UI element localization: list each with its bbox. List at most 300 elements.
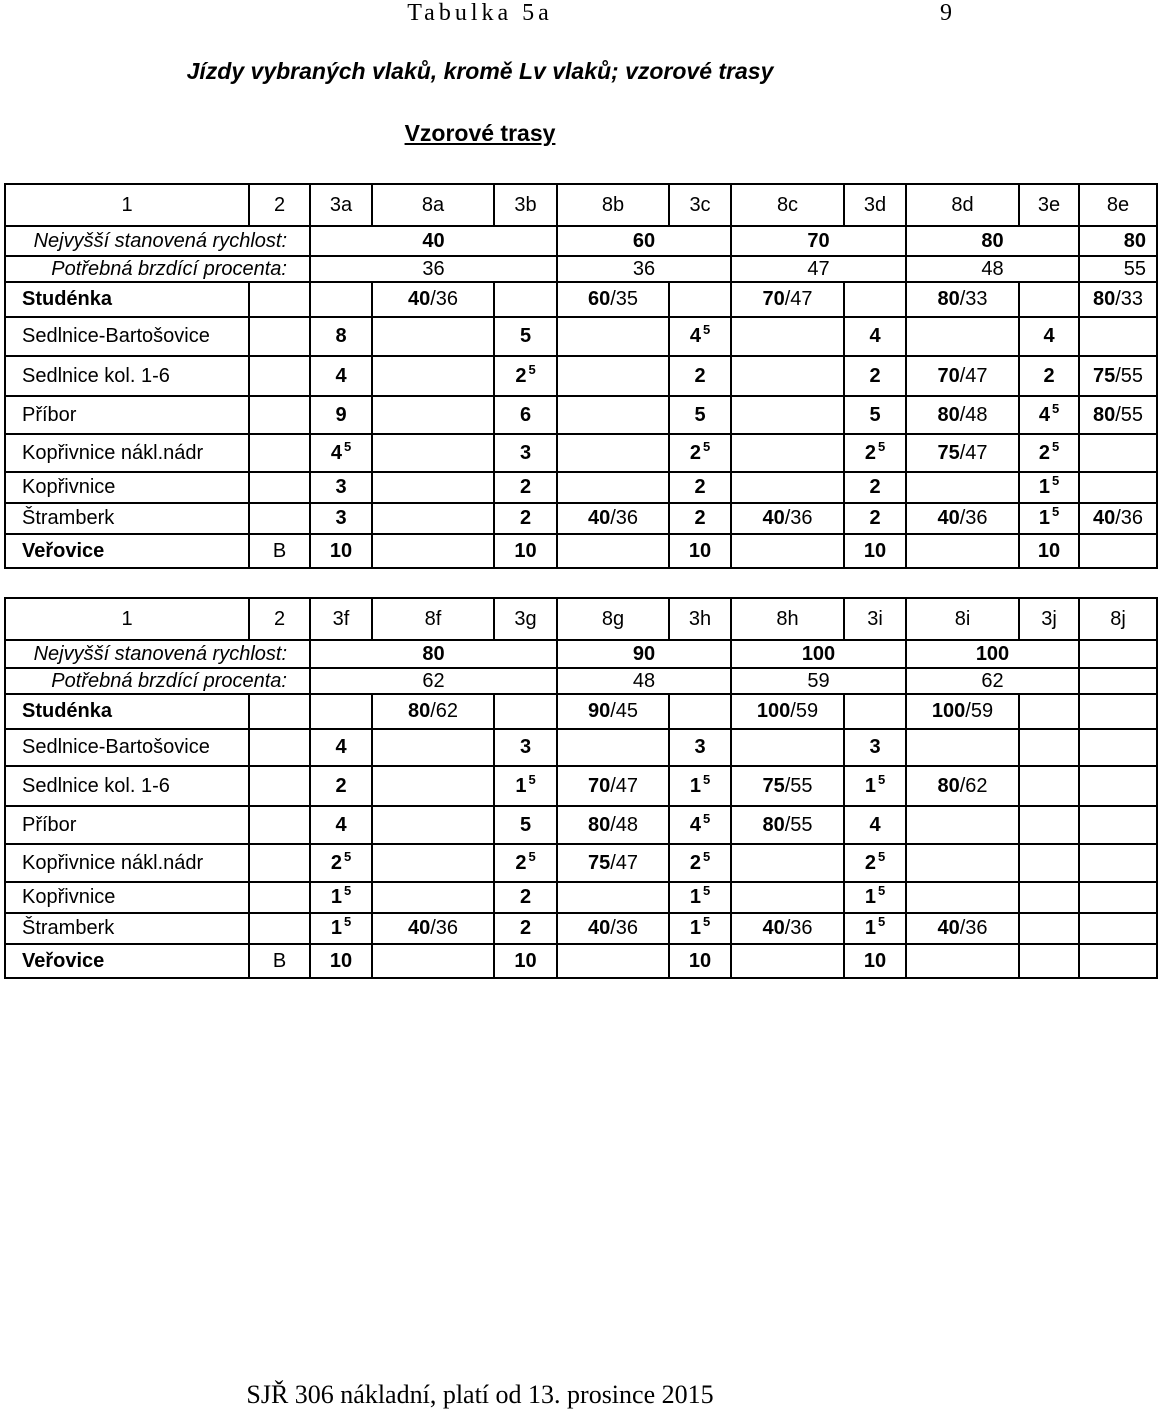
time-cell <box>844 766 906 806</box>
time-cell: 3 <box>669 729 731 766</box>
empty-cell <box>906 806 1019 844</box>
time-value: 1 <box>689 886 701 908</box>
speed-brake-cell <box>906 396 1019 434</box>
time-value: 4 <box>330 441 342 464</box>
speed-brake-value: 40/36 <box>762 507 813 529</box>
brake-value: 62 <box>310 668 557 694</box>
header-cell: 8e <box>1079 184 1157 226</box>
empty-cell <box>372 882 494 913</box>
time-fraction: 5 <box>702 771 711 787</box>
header-cell: 3d <box>844 184 906 226</box>
speed-brake-value: 75/47 <box>937 441 988 464</box>
time-value: 4 <box>689 813 701 836</box>
time-cell: 2 <box>310 766 372 806</box>
empty-cell <box>731 729 844 766</box>
empty-cell <box>372 729 494 766</box>
header-cell: 3c <box>669 184 731 226</box>
header-cell: 1 <box>5 184 249 226</box>
speed-brake-value: 70/47 <box>587 774 639 797</box>
page-title: Jízdy vybraných vlaků, kromě Lv vlaků; vzorové trasy <box>186 58 774 84</box>
empty-cell <box>731 844 844 882</box>
speed-brake-cell <box>372 282 494 317</box>
time-value: 2 <box>1038 441 1050 464</box>
studenka-8g: 90/45 <box>587 700 639 722</box>
brake-value: 55 <box>1079 256 1157 282</box>
empty-cell <box>372 434 494 472</box>
station-row-sedlnice-bartosovice <box>5 317 1157 356</box>
time-fraction: 5 <box>702 438 711 454</box>
empty-cell <box>249 806 310 844</box>
time-fraction: 5 <box>702 883 711 898</box>
speed-brake-value: 70/47 <box>937 364 988 387</box>
time-cell: 4 <box>844 317 906 356</box>
empty-cell <box>557 944 669 978</box>
empty-cell <box>310 694 372 729</box>
empty-cell <box>494 694 557 729</box>
station-row-sedlnice-bartosovice <box>5 729 1157 766</box>
speed-brake-cell <box>906 913 1019 944</box>
station-name: Štramberk <box>5 503 249 534</box>
speed-brake-value: 40/36 <box>1092 507 1144 529</box>
speed-brake-cell <box>906 282 1019 317</box>
header-cell: 8h <box>731 598 844 640</box>
speed-brake-cell <box>1079 396 1157 434</box>
empty-cell <box>557 472 669 503</box>
speed-value: 90 <box>557 640 731 668</box>
time-value: 1 <box>864 917 876 939</box>
time-cell: 10 <box>310 944 372 978</box>
timetable-1 <box>4 183 1158 569</box>
time-fraction: 5 <box>702 810 711 826</box>
time-cell <box>494 844 557 882</box>
speed-brake-value: 40/36 <box>587 507 639 529</box>
speed-brake-cell <box>731 806 844 844</box>
studenka-8b: 60/35 <box>587 288 639 310</box>
header-row <box>5 184 1157 226</box>
time-cell: 5 <box>844 396 906 434</box>
time-fraction: 5 <box>877 914 886 929</box>
empty-cell <box>731 534 844 568</box>
header-cell: 3g <box>494 598 557 640</box>
speed-brake-cell <box>906 766 1019 806</box>
studenka-8h: 100/59 <box>756 700 819 722</box>
station-name: Kopřivnice <box>5 882 249 913</box>
empty-cell <box>1019 944 1079 978</box>
time-cell <box>310 913 372 944</box>
studenka-8f: 80/62 <box>407 700 459 722</box>
time-fraction: 5 <box>877 771 886 787</box>
empty-cell <box>844 282 906 317</box>
time-cell: 4 <box>310 356 372 396</box>
speed-brake-value: 80/62 <box>937 774 988 797</box>
speed-brake-cell <box>372 913 494 944</box>
speed-brake-cell <box>731 694 844 729</box>
empty-cell <box>372 356 494 396</box>
speed-value: 80 <box>1079 226 1157 256</box>
speed-brake-cell <box>372 694 494 729</box>
empty-cell <box>1079 729 1157 766</box>
time-fraction: 5 <box>1051 473 1060 488</box>
speed-brake-cell <box>557 282 669 317</box>
time-value: 1 <box>1038 507 1050 529</box>
empty-cell <box>1079 913 1157 944</box>
speed-brake-cell <box>731 282 844 317</box>
time-cell <box>844 913 906 944</box>
station-name: Štramberk <box>5 913 249 944</box>
station-row-pribor <box>5 806 1157 844</box>
empty-cell <box>372 844 494 882</box>
empty-cell <box>249 694 310 729</box>
empty-cell <box>1079 806 1157 844</box>
speed-brake-cell <box>557 503 669 534</box>
empty-cell <box>249 472 310 503</box>
empty-cell <box>372 396 494 434</box>
station-name: Příbor <box>5 396 249 434</box>
time-fraction: 5 <box>343 848 352 864</box>
time-value: 2 <box>515 851 527 874</box>
empty-cell <box>249 356 310 396</box>
speed-brake-value: 80/55 <box>1092 403 1144 426</box>
time-fraction: 5 <box>877 438 886 454</box>
empty-cell <box>249 282 310 317</box>
time-value: 1 <box>864 886 876 908</box>
time-value: 4 <box>689 325 701 347</box>
empty-cell <box>669 282 731 317</box>
time-value: 1 <box>864 774 876 797</box>
studenka-8c: 70/47 <box>762 288 813 310</box>
time-cell: 3 <box>844 729 906 766</box>
station-row-stramberk <box>5 503 1157 534</box>
speed-brake-value: 40/36 <box>937 507 988 529</box>
empty-cell <box>731 944 844 978</box>
time-cell <box>669 882 731 913</box>
time-cell: 3 <box>494 434 557 472</box>
speed-brake-cell <box>731 913 844 944</box>
empty-cell <box>1079 317 1157 356</box>
empty-cell <box>1019 694 1079 729</box>
speed-brake-cell <box>557 766 669 806</box>
timetable-2 <box>4 597 1158 979</box>
speed-brake-value: 75/55 <box>762 774 813 797</box>
empty-cell <box>906 944 1019 978</box>
station-name: Studénka <box>5 694 249 729</box>
station-row-sedlnice-kol <box>5 766 1157 806</box>
empty-cell <box>731 882 844 913</box>
time-cell <box>1019 396 1079 434</box>
empty-cell <box>669 694 731 729</box>
empty-cell <box>906 729 1019 766</box>
empty-cell <box>557 882 669 913</box>
header-cell: 2 <box>249 184 310 226</box>
station-name: Sedlnice kol. 1-6 <box>5 766 249 806</box>
brake-value: 36 <box>310 256 557 282</box>
empty-cell <box>731 396 844 434</box>
empty-cell <box>557 356 669 396</box>
station-name: Veřovice <box>5 944 249 978</box>
station-name: Veřovice <box>5 534 249 568</box>
time-cell: 2 <box>494 472 557 503</box>
time-cell: 2 <box>1019 356 1079 396</box>
station-row-sedlnice-kol <box>5 356 1157 396</box>
time-fraction: 5 <box>1051 504 1060 519</box>
time-cell <box>310 882 372 913</box>
speed-brake-value: 40/36 <box>762 917 813 939</box>
empty-cell <box>249 913 310 944</box>
time-cell <box>669 844 731 882</box>
brake-value: 62 <box>906 668 1079 694</box>
speed-brake-cell <box>557 806 669 844</box>
brake-pct-label: Potřebná brzdící procenta: <box>5 256 310 282</box>
empty-cell <box>906 472 1019 503</box>
time-cell: 10 <box>1019 534 1079 568</box>
speed-brake-cell <box>557 844 669 882</box>
time-cell: 10 <box>494 944 557 978</box>
time-cell: 5 <box>669 396 731 434</box>
speed-brake-value: 40/36 <box>587 917 639 939</box>
station-name: Sedlnice-Bartošovice <box>5 317 249 356</box>
empty-cell <box>249 317 310 356</box>
time-cell: 8 <box>310 317 372 356</box>
time-cell: 2 <box>844 356 906 396</box>
station-row-verovice <box>5 534 1157 568</box>
header-cell: 3j <box>1019 598 1079 640</box>
time-cell <box>494 356 557 396</box>
time-cell: 2 <box>844 503 906 534</box>
empty-cell <box>1079 766 1157 806</box>
empty-cell <box>1079 640 1157 668</box>
empty-cell <box>372 944 494 978</box>
time-cell: 6 <box>494 396 557 434</box>
station-row-koprivnice <box>5 472 1157 503</box>
speed-value: 80 <box>906 226 1079 256</box>
time-cell <box>669 913 731 944</box>
station-row-koprivnice <box>5 882 1157 913</box>
time-cell <box>494 766 557 806</box>
empty-cell <box>731 472 844 503</box>
page-number: 9 <box>940 0 952 26</box>
station-name: Studénka <box>5 282 249 317</box>
brake-pct-row <box>5 668 1157 694</box>
empty-cell <box>1079 434 1157 472</box>
page-footer: SJŘ 306 nákladní, platí od 13. prosince 2015 <box>246 1380 714 1409</box>
time-cell: 2 <box>669 356 731 396</box>
empty-cell <box>1019 729 1079 766</box>
empty-cell <box>1079 534 1157 568</box>
max-speed-row <box>5 640 1157 668</box>
speed-brake-value: 75/47 <box>587 851 639 874</box>
time-cell: 10 <box>494 534 557 568</box>
max-speed-label: Nejvyšší stanovená rychlost: <box>5 640 310 668</box>
time-fraction: 5 <box>702 914 711 929</box>
empty-cell <box>1019 882 1079 913</box>
time-value: 1 <box>515 774 527 797</box>
header-cell: 8j <box>1079 598 1157 640</box>
empty-cell <box>557 396 669 434</box>
station-name: Kopřivnice <box>5 472 249 503</box>
empty-cell <box>494 282 557 317</box>
time-fraction: 5 <box>877 883 886 898</box>
time-cell: 10 <box>669 534 731 568</box>
header-cell: 8a <box>372 184 494 226</box>
station-row-stramberk <box>5 913 1157 944</box>
time-fraction: 5 <box>1051 400 1060 416</box>
station-name: Sedlnice kol. 1-6 <box>5 356 249 396</box>
empty-cell <box>731 317 844 356</box>
time-value: 1 <box>330 886 342 908</box>
time-fraction: 5 <box>343 883 352 898</box>
time-cell: 2 <box>669 503 731 534</box>
time-cell: 3 <box>310 503 372 534</box>
station-row-studenka <box>5 282 1157 317</box>
empty-cell <box>906 882 1019 913</box>
speed-brake-cell <box>731 766 844 806</box>
empty-cell <box>906 534 1019 568</box>
speed-brake-cell <box>906 434 1019 472</box>
brake-value: 47 <box>731 256 906 282</box>
brake-pct-row <box>5 256 1157 282</box>
time-cell: 4 <box>1019 317 1079 356</box>
time-value: 4 <box>1038 403 1050 426</box>
header-cell: 3h <box>669 598 731 640</box>
speed-brake-cell <box>906 356 1019 396</box>
empty-cell <box>1079 694 1157 729</box>
header-cell: 8g <box>557 598 669 640</box>
empty-cell <box>249 844 310 882</box>
speed-brake-value: 80/55 <box>762 813 813 836</box>
speed-brake-cell <box>906 503 1019 534</box>
empty-cell <box>844 694 906 729</box>
time-cell <box>1019 434 1079 472</box>
empty-cell <box>372 503 494 534</box>
speed-value: 100 <box>906 640 1079 668</box>
speed-brake-cell <box>1079 356 1157 396</box>
time-cell <box>844 434 906 472</box>
time-fraction: 5 <box>702 848 711 864</box>
header-cell: 8i <box>906 598 1019 640</box>
speed-brake-cell <box>557 694 669 729</box>
time-cell: 2 <box>494 913 557 944</box>
speed-brake-value: 80/48 <box>587 813 639 836</box>
time-cell: 5 <box>494 806 557 844</box>
station-name: Sedlnice-Bartošovice <box>5 729 249 766</box>
empty-cell <box>1079 944 1157 978</box>
empty-cell <box>372 472 494 503</box>
time-value: 2 <box>515 364 527 387</box>
studenka-8e: 80/33 <box>1092 288 1144 310</box>
time-value: 1 <box>1038 476 1050 498</box>
speed-brake-value: 75/55 <box>1092 364 1144 387</box>
empty-cell <box>1019 806 1079 844</box>
header-cell: 8b <box>557 184 669 226</box>
brake-value: 48 <box>906 256 1079 282</box>
empty-cell <box>372 317 494 356</box>
empty-cell <box>249 434 310 472</box>
empty-cell <box>249 729 310 766</box>
station-name: Kopřivnice nákl.nádr <box>5 844 249 882</box>
max-speed-row <box>5 226 1157 256</box>
speed-value: 40 <box>310 226 557 256</box>
speed-brake-value: 40/36 <box>937 917 988 939</box>
time-cell: 10 <box>844 944 906 978</box>
station-row-koprivnice-nakl <box>5 844 1157 882</box>
empty-cell <box>1079 668 1157 694</box>
speed-brake-cell <box>1079 503 1157 534</box>
studenka-8i: 100/59 <box>931 700 994 722</box>
station-row-verovice <box>5 944 1157 978</box>
station-row-koprivnice-nakl <box>5 434 1157 472</box>
time-fraction: 5 <box>343 438 352 454</box>
mark-b: B <box>249 944 310 978</box>
time-cell: 4 <box>844 806 906 844</box>
empty-cell <box>557 729 669 766</box>
empty-cell <box>731 434 844 472</box>
section-subtitle: Vzorové trasy <box>404 120 556 146</box>
header-cell: 3i <box>844 598 906 640</box>
time-value: 1 <box>689 917 701 939</box>
empty-cell <box>249 882 310 913</box>
header-cell: 8f <box>372 598 494 640</box>
station-row-pribor <box>5 396 1157 434</box>
empty-cell <box>557 317 669 356</box>
time-fraction: 5 <box>528 848 536 864</box>
empty-cell <box>1019 844 1079 882</box>
header-row <box>5 598 1157 640</box>
empty-cell <box>372 766 494 806</box>
studenka-8a: 40/36 <box>407 288 459 310</box>
time-cell: 10 <box>310 534 372 568</box>
time-value: 2 <box>689 441 701 464</box>
speed-brake-value: 80/48 <box>937 403 988 426</box>
empty-cell <box>1019 913 1079 944</box>
station-name: Příbor <box>5 806 249 844</box>
header-cell: 1 <box>5 598 249 640</box>
speed-value: 80 <box>310 640 557 668</box>
empty-cell <box>906 317 1019 356</box>
time-cell <box>669 434 731 472</box>
time-cell <box>1019 503 1079 534</box>
time-cell <box>669 317 731 356</box>
speed-value: 60 <box>557 226 731 256</box>
header-cell: 8d <box>906 184 1019 226</box>
time-cell <box>310 434 372 472</box>
time-cell <box>844 882 906 913</box>
brake-pct-label: Potřebná brzdící procenta: <box>5 668 310 694</box>
time-cell: 2 <box>494 882 557 913</box>
empty-cell <box>1079 844 1157 882</box>
empty-cell <box>249 396 310 434</box>
speed-brake-cell <box>1079 282 1157 317</box>
empty-cell <box>1079 472 1157 503</box>
header-cell: 3a <box>310 184 372 226</box>
time-fraction: 5 <box>528 361 536 377</box>
empty-cell <box>906 844 1019 882</box>
time-cell <box>844 844 906 882</box>
empty-cell <box>557 534 669 568</box>
empty-cell <box>249 503 310 534</box>
time-fraction: 5 <box>528 771 536 787</box>
header-cell: 3b <box>494 184 557 226</box>
page-header <box>0 0 960 34</box>
time-value: 2 <box>864 441 876 464</box>
time-fraction: 5 <box>877 848 886 864</box>
time-cell: 2 <box>844 472 906 503</box>
brake-value: 59 <box>731 668 906 694</box>
speed-value: 100 <box>731 640 906 668</box>
empty-cell <box>731 356 844 396</box>
time-cell <box>310 844 372 882</box>
brake-value: 48 <box>557 668 731 694</box>
empty-cell <box>1019 282 1079 317</box>
